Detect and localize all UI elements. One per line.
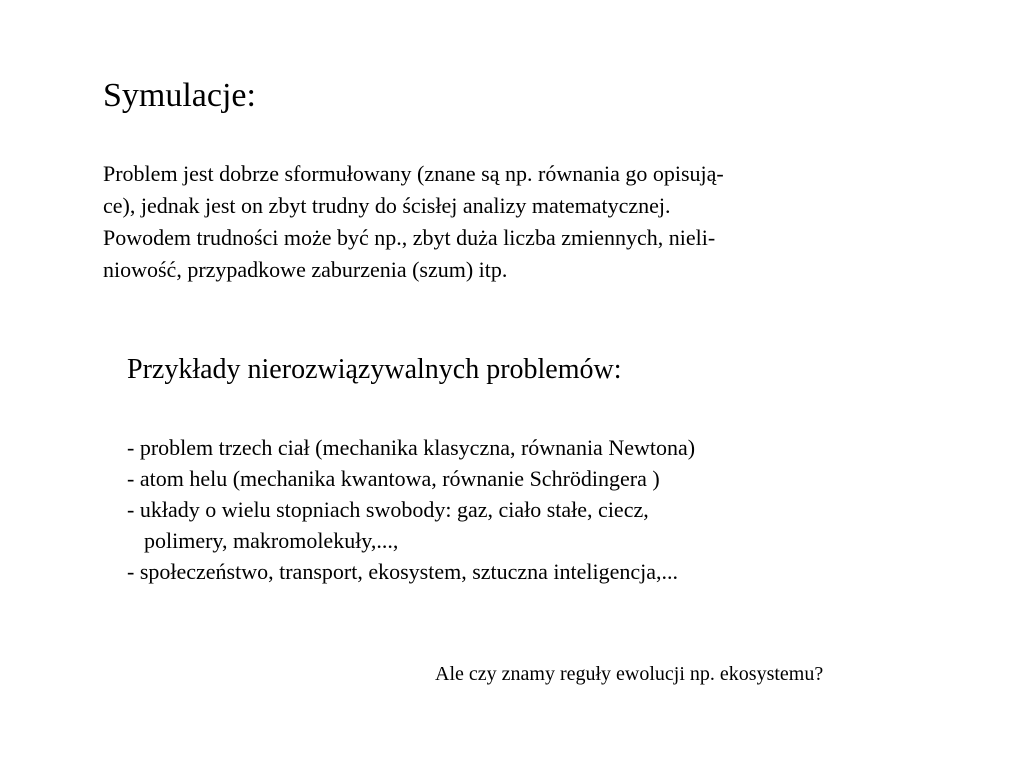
list-item-continuation: polimery, makromolekuły,..., — [144, 528, 399, 553]
examples-heading: Przykłady nierozwiązywalnych problemów: — [127, 354, 622, 385]
footer-question: Ale czy znamy reguły ewolucji np. ekosystemu? — [435, 663, 824, 685]
slide-title: Symulacje: — [103, 77, 256, 114]
intro-paragraph — [103, 158, 724, 286]
list-item: - atom helu (mechanika kwantowa, równanie Schrödingera ) — [127, 466, 660, 491]
list-item: - społeczeństwo, transport, ekosystem, sztuczna inteligencja,... — [127, 559, 679, 584]
list-item: - problem trzech ciał (mechanika klasyczna, równania Newtona) — [127, 435, 696, 460]
list-item: - układy o wielu stopniach swobody: gaz, ciało stałe, ciecz, — [127, 497, 649, 522]
examples-list — [127, 432, 695, 587]
intro-line: niowość, przypadkowe zaburzenia (szum) itp. — [103, 257, 508, 282]
intro-line: Powodem trudności może być np., zbyt duża liczba zmiennych, nieli- — [103, 225, 716, 250]
intro-line: ce), jednak jest on zbyt trudny do ścisłej analizy matematycznej. — [103, 193, 671, 218]
intro-line: Problem jest dobrze sformułowany (znane są np. równania go opisują- — [103, 161, 724, 186]
